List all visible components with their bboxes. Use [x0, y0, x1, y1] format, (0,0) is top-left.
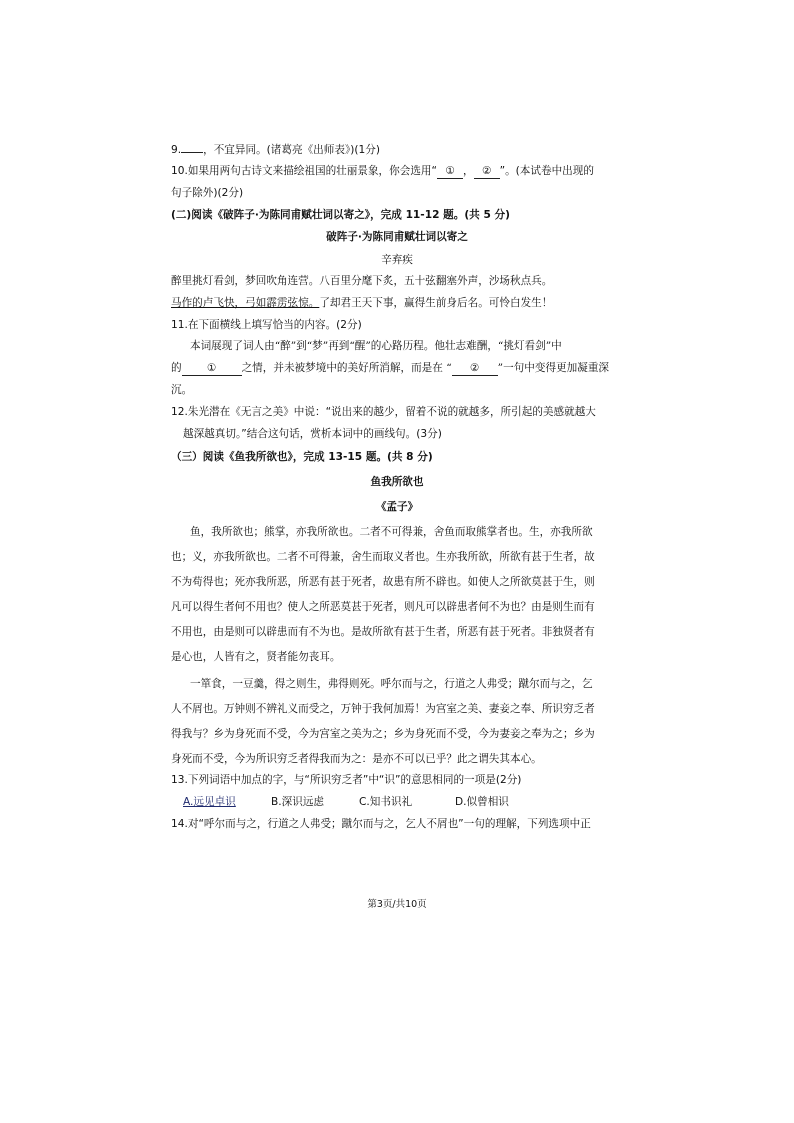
q13-option-c: C.知书识礼: [359, 796, 413, 808]
essay-author: 《孟子》: [375, 501, 419, 513]
essay-line: 也；义，亦我所欲也。二者不可得兼，舍生而取义者也。生亦我所欲，所欲有甚于生者，故: [171, 551, 595, 563]
q9-number: 9.: [171, 144, 182, 156]
q10-text-a: 10.如果用两句古诗文来描绘祖国的壮丽景象，你会选用“: [171, 165, 437, 177]
q14-stem: 14.对“呼尔而与之，行道之人弗受；蹴尔而与之，乞人不屑也”一句的理解，下列选项中正: [171, 818, 591, 830]
poem-author: 辛弃疾: [381, 254, 413, 266]
q11-para-line-1: 本词展现了词人由“醉”到“梦”再到“醒”的心路历程。他壮志难酬，“挑灯看剑”中: [190, 340, 562, 352]
q11-text-a: 的: [171, 362, 182, 374]
q10-text-b: ”。(本试卷中出现的: [499, 165, 594, 177]
q13-option-b: B.深识远虑: [271, 796, 325, 808]
q9-blank: [181, 152, 203, 153]
essay-line: 凡可以得生者何不用也？使人之所恶莫甚于死者，则凡可以辟患者何不为也？由是则生而有: [171, 601, 595, 613]
q13-option-d: D.似曾相识: [455, 796, 509, 808]
page-number: 第3页/共10页: [367, 899, 427, 910]
essay-line: 是心也，人皆有之，贤者能勿丧耳。: [171, 651, 341, 663]
q11-para-line-2: [171, 361, 609, 376]
q13-options: [183, 795, 509, 809]
question-10-line2: 句子除外)(2分): [171, 187, 244, 199]
q11-blank-1: ①: [182, 361, 242, 376]
q10-blank-2: ②: [474, 164, 500, 179]
poem-line-1: 醉里挑灯看剑，梦回吹角连营。八百里分麾下炙，五十弦翻塞外声，沙场秋点兵。: [171, 275, 553, 287]
q13-option-a: A.远见卓识: [183, 796, 236, 808]
q11-para-line-3: 沉。: [171, 384, 193, 396]
section-3-heading: （三）阅读《鱼我所欲也》，完成 13-15 题。(共 8 分): [171, 451, 433, 463]
essay-line: 人不屑也。万钟则不辨礼义而受之，万钟于我何加焉！为宫室之美、妻妾之奉、所识穷乏者: [171, 703, 595, 715]
essay-title: 鱼我所欲也: [370, 476, 424, 488]
poem-title: 破阵子·为陈同甫赋壮词以寄之: [326, 231, 468, 243]
q11-text-b: 之情，并未被梦境中的美好所消解，而是在 “: [241, 362, 452, 374]
essay-line: 身死而不受，今为所识穷乏者得我而为之：是亦不可以已乎？此之谓失其本心。: [171, 753, 542, 765]
section-2-heading: (二)阅读《破阵子·为陈同甫赋壮词以寄之》，完成 11-12 题。(共 5 分): [171, 209, 510, 221]
question-10-line1: [171, 164, 594, 179]
essay-line: 不为苟得也；死亦我所恶，所恶有甚于死者，故患有所不辟也。如使人之所欲莫甚于生，则: [171, 576, 595, 588]
essay-line: 鱼，我所欲也；熊掌，亦我所欲也。二者不可得兼，舍鱼而取熊掌者也。生，亦我所欲: [190, 526, 593, 538]
q10-blank-1: ①: [437, 164, 463, 179]
essay-line: 不用也，由是则可以辟患而有不为也。是故所欲有甚于生者，所恶有甚于死者。非独贤者有: [171, 626, 595, 638]
essay-line: 得我与？乡为身死而不受，今为宫室之美为之；乡为身死而不受，今为妻妾之奉为之；乡为: [171, 728, 595, 740]
q11-stem: 11.在下面横线上填写恰当的内容。(2分): [171, 319, 362, 331]
q10-separator: ，: [463, 165, 474, 177]
poem-line-2-rest: 了却君王天下事，赢得生前身后名。可怜白发生！: [319, 297, 553, 309]
q11-blank-2: ②: [452, 361, 498, 376]
question-9: [171, 143, 380, 157]
q13-stem: 13.下列词语中加点的字，与“所识穷乏者”中“识”的意思相同的一项是(2分): [171, 774, 522, 786]
q11-text-c: ”一句中变得更加凝重深: [497, 362, 610, 374]
essay-line: 一箪食，一豆羹，得之则生，弗得则死。呼尔而与之，行道之人弗受；蹴尔而与之，乞: [190, 678, 593, 690]
q12-line-2: 越深越真切。”结合这句话，赏析本词中的画线句。(3分): [183, 428, 442, 440]
poem-underlined-lines: 马作的卢飞快，弓如霹雳弦惊。: [171, 297, 320, 309]
poem-line-2: [171, 296, 552, 310]
q9-text: ，不宜异同。(诸葛亮《出师表》)(1分): [203, 144, 380, 156]
q12-line-1: 12.朱光潜在《无言之美》中说：“说出来的越少，留着不说的就越多，所引起的美感就越大: [171, 406, 596, 418]
